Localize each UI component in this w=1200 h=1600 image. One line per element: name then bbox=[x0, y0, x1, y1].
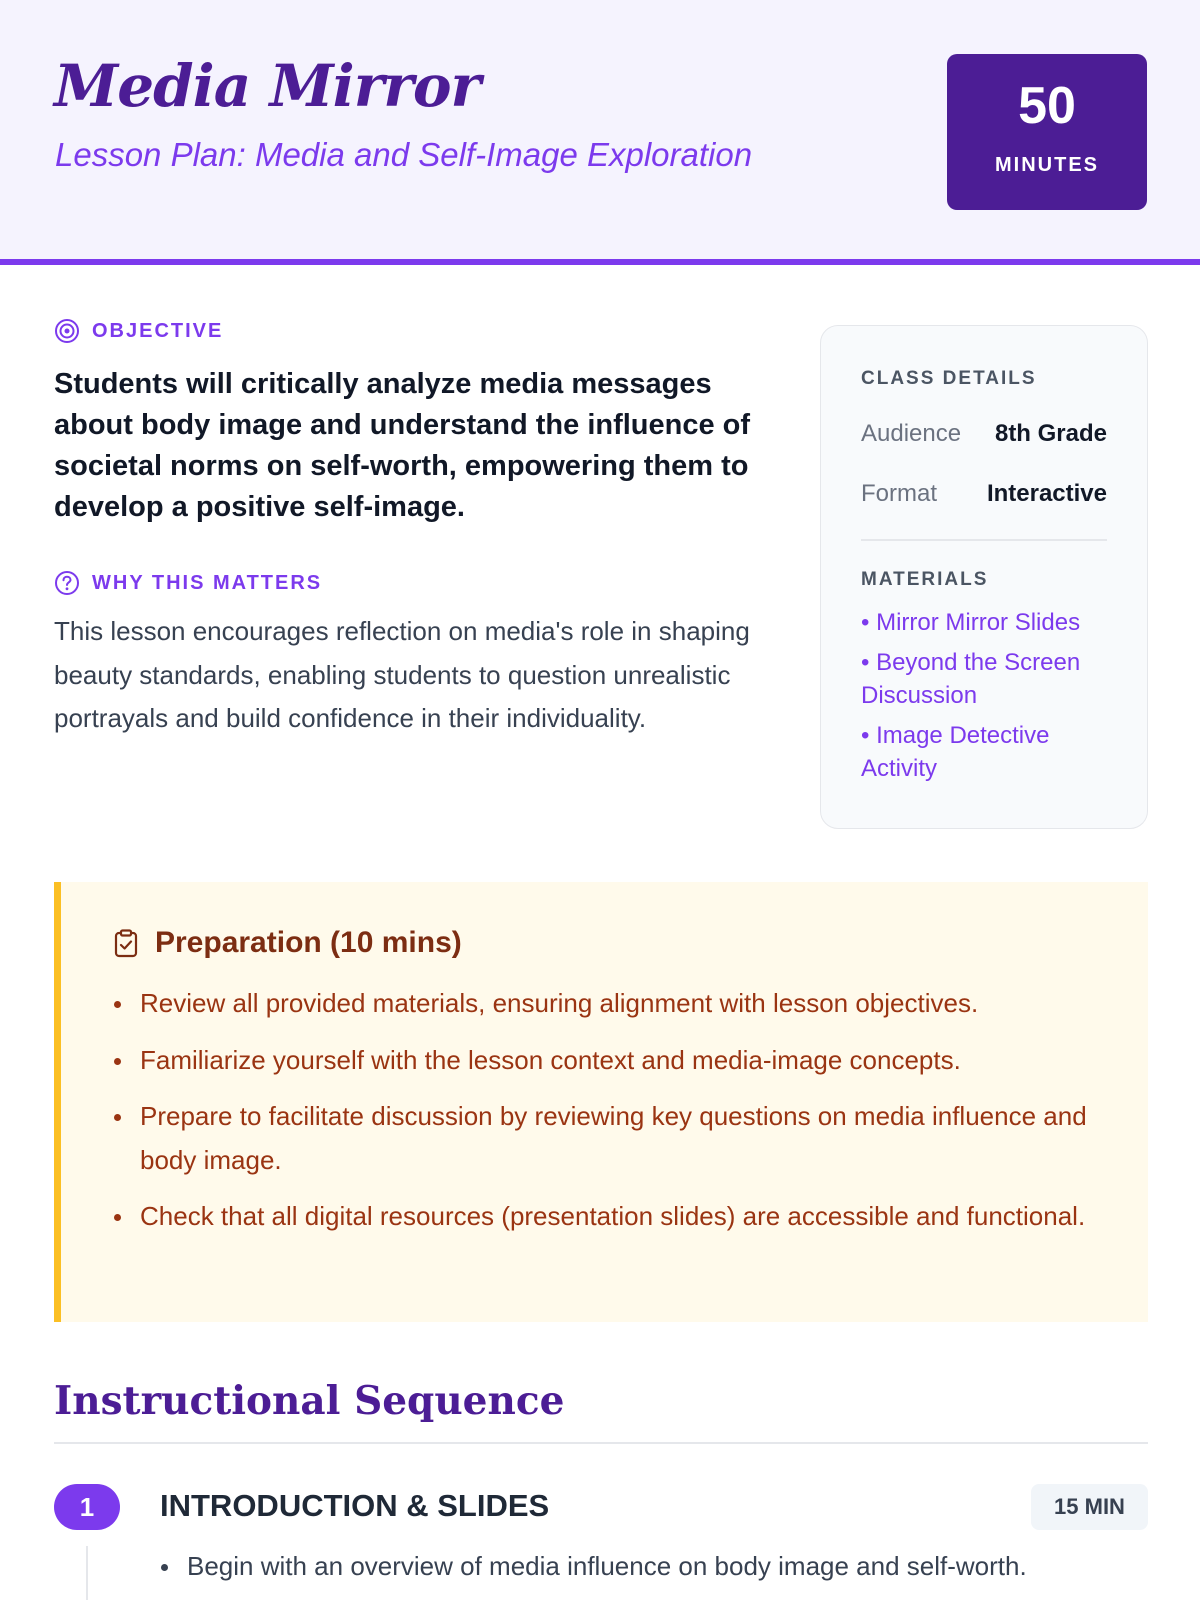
detail-key: Format bbox=[861, 480, 938, 507]
duration-value: 50 bbox=[1018, 77, 1076, 135]
detail-value: 8th Grade bbox=[994, 420, 1107, 447]
objective-text: Students will critically analyze media messages about body image and understand the influence of societal norms on self-worth, empowering them to develop a positive self-image. bbox=[54, 368, 751, 523]
page-subtitle: Lesson Plan: Media and Self-Image Exploration bbox=[55, 136, 753, 173]
objective-label bbox=[54, 318, 223, 344]
step-timeline-line bbox=[86, 1546, 88, 1600]
material-link-activity[interactable]: • Image Detective Activity bbox=[861, 722, 1050, 782]
list-item: Prepare to facilitate discussion by reviewing key questions on media influence and body image. bbox=[140, 1095, 1100, 1182]
duration-badge bbox=[947, 54, 1147, 210]
preparation-title-text: Preparation (10 mins) bbox=[155, 926, 462, 959]
preparation-box bbox=[54, 882, 1148, 1322]
step-time-badge: 15 MIN bbox=[1031, 1484, 1148, 1530]
sequence-divider bbox=[54, 1442, 1148, 1444]
material-link-slides[interactable]: • Mirror Mirror Slides bbox=[861, 609, 1081, 636]
materials-heading: MATERIALS bbox=[861, 569, 989, 590]
step-list bbox=[187, 1545, 1147, 1588]
step-number-badge: 1 bbox=[54, 1484, 120, 1530]
detail-key: Audience bbox=[861, 420, 962, 447]
target-icon bbox=[54, 318, 80, 344]
step-title: INTRODUCTION & SLIDES bbox=[160, 1488, 550, 1523]
objective-label-text: OBJECTIVE bbox=[92, 319, 224, 342]
why-text: This lesson encourages reflection on media's role in shaping beauty standards, enabling students to question unrealistic portrayals and build confidence in their individuality. bbox=[54, 616, 750, 733]
question-circle-icon bbox=[54, 570, 80, 596]
header bbox=[0, 0, 1200, 265]
list-item: Check that all digital resources (presentation slides) are accessible and functional. bbox=[140, 1195, 1100, 1239]
why-label bbox=[54, 570, 322, 596]
why-label-text: WHY THIS MATTERS bbox=[92, 571, 323, 594]
sequence-title: Instructional Sequence bbox=[54, 1378, 565, 1424]
clipboard-check-icon bbox=[111, 928, 141, 958]
detail-value: Interactive bbox=[986, 480, 1107, 507]
detail-row-format bbox=[861, 480, 1107, 508]
class-details-heading: CLASS DETAILS bbox=[861, 368, 1037, 389]
detail-row-audience bbox=[861, 420, 1107, 448]
list-item: Review all provided materials, ensuring alignment with lesson objectives. bbox=[140, 982, 1100, 1026]
preparation-list bbox=[140, 982, 1100, 1252]
page-title: Media Mirror bbox=[54, 52, 481, 120]
details-divider bbox=[861, 539, 1107, 541]
materials-list bbox=[861, 606, 1121, 792]
duration-unit: MINUTES bbox=[995, 154, 1099, 176]
class-details-card bbox=[820, 325, 1148, 829]
list-item: Familiarize yourself with the lesson context and media-image concepts. bbox=[140, 1039, 1100, 1083]
material-link-discussion[interactable]: • Beyond the Screen Discussion bbox=[861, 649, 1081, 709]
preparation-title bbox=[111, 926, 462, 960]
list-item: Begin with an overview of media influence on body image and self-worth. bbox=[187, 1545, 1147, 1588]
